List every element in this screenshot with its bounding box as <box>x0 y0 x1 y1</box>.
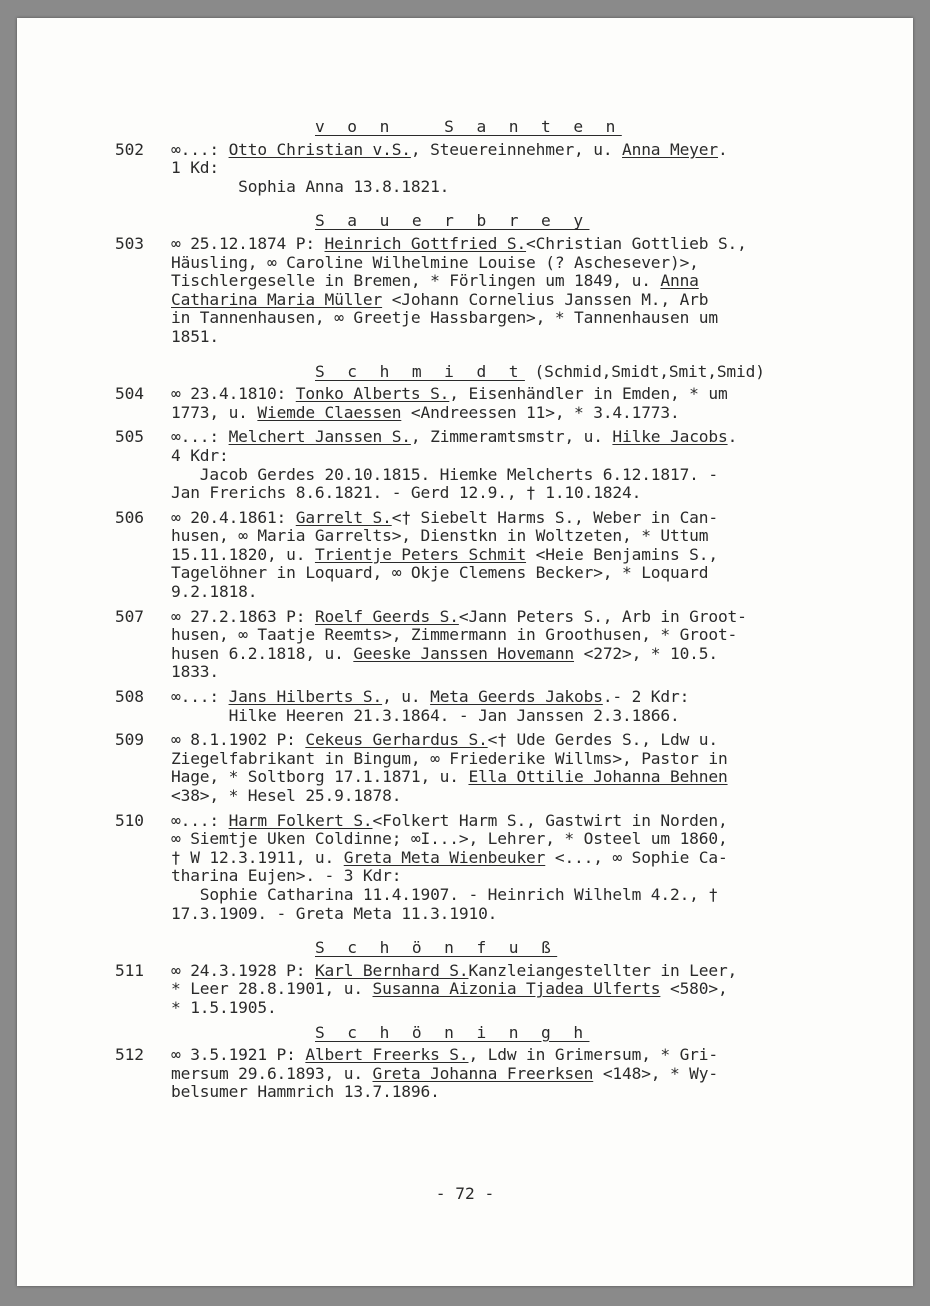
person-name: Karl Bernhard S. <box>314 960 469 980</box>
text-span: <272>, * 10.5. <box>574 643 718 663</box>
text-span: Kanzleiangestellter in Leer, <box>468 960 738 980</box>
section-heading-sauerbrey <box>115 212 835 231</box>
entry-text <box>171 812 835 924</box>
entry-text <box>171 688 835 725</box>
text-span: .- 2 Kdr: <box>602 687 690 707</box>
entry-text <box>171 141 835 197</box>
text-line: Ziegelfabrikant in Bingum, ∞ Friederike Willms>, Pastor in <box>171 748 728 768</box>
person-name: Catharina Maria Müller <box>171 289 383 309</box>
heading-text: S c h m i d t <box>315 361 525 381</box>
person-name: Greta Johanna Freerksen <box>372 1063 594 1083</box>
entry-504 <box>115 385 835 422</box>
section-heading-schoeningh <box>115 1024 835 1043</box>
text-line: Jan Frerichs 8.6.1821. - Gerd 12.9., † 1.10.1824. <box>171 483 642 503</box>
text-line: * 1.5.1905. <box>171 997 277 1017</box>
entry-text <box>171 428 835 502</box>
heading-text: v o n S a n t e n <box>315 117 622 136</box>
entry-number: 507 <box>115 606 144 626</box>
entry-text <box>171 962 835 1018</box>
text-span: ∞ 24.3.1928 P: <box>171 960 315 980</box>
entry-509 <box>115 731 835 805</box>
text-span: Tischlergeselle in Bremen, * Förlingen um 1849, u. <box>171 271 661 291</box>
text-span: <† Siebelt Harms S., Weber in Can- <box>391 507 718 527</box>
person-name: Greta Meta Wienbeuker <box>343 847 546 867</box>
entry-510 <box>115 812 835 924</box>
text-span: , u. <box>382 687 431 707</box>
entry-number: 509 <box>115 730 144 750</box>
text-span: <Folkert Harm S., Gastwirt in Norden, <box>372 810 728 830</box>
text-line: tharina Eujen>. - 3 Kdr: <box>171 866 402 886</box>
entry-number: 511 <box>115 960 144 980</box>
text-span: <148>, * Wy- <box>593 1063 718 1083</box>
entry-number: 506 <box>115 507 144 527</box>
text-span: ∞ 23.4.1810: <box>171 384 296 404</box>
text-span: ∞...: <box>171 687 229 707</box>
section-heading-schmidt <box>115 363 835 382</box>
entry-number: 512 <box>115 1045 144 1065</box>
entry-number: 508 <box>115 687 144 707</box>
text-line: 1 Kd: <box>171 158 219 178</box>
text-span: , Steuereinnehmer, u. <box>410 139 623 159</box>
person-name: Anna Meyer <box>622 139 718 159</box>
entry-506 <box>115 509 835 602</box>
person-name: Roelf Geerds S. <box>314 606 459 626</box>
person-name: Tonko Alberts S. <box>295 384 450 404</box>
text-span: <Heie Benjamins S., <box>526 544 718 564</box>
text-line: belsumer Hammrich 13.7.1896. <box>171 1082 440 1102</box>
person-name: Susanna Aizonia Tjadea Ulferts <box>372 979 661 999</box>
text-line: husen, ∞ Taatje Reemts>, Zimmermann in Groothusen, * Groot- <box>171 625 738 645</box>
section-heading-schoenfuss <box>115 939 835 958</box>
heading-text: S c h ö n i n g h <box>315 1022 590 1042</box>
entry-number: 504 <box>115 384 144 404</box>
entry-505 <box>115 428 835 502</box>
text-span: , Ldw in Grimersum, * Gri- <box>468 1045 718 1065</box>
person-name: Anna <box>660 271 699 291</box>
text-span: † W 12.3.1911, u. <box>171 847 344 867</box>
text-span: ∞...: <box>171 139 229 159</box>
text-line: husen, ∞ Maria Garrelts>, Dienstkn in Woltzeten, * Uttum <box>171 526 709 546</box>
person-name: Geeske Janssen Hovemann <box>353 643 575 663</box>
text-line: 17.3.1909. - Greta Meta 11.3.1910. <box>171 903 498 923</box>
person-name: Jans Hilberts S. <box>228 687 383 707</box>
text-span: , Zimmeramtsmstr, u. <box>410 427 613 447</box>
text-line: 1851. <box>171 326 219 346</box>
text-span: <..., ∞ Sophie Ca- <box>545 847 728 867</box>
text-span: . <box>727 427 738 447</box>
entry-text <box>171 608 835 682</box>
heading-text: S a u e r b r e y <box>315 211 590 231</box>
person-name: Harm Folkert S. <box>228 810 373 830</box>
text-line: in Tannenhausen, ∞ Greetje Hassbargen>, * Tannenhausen um <box>171 308 718 328</box>
entry-text <box>171 509 835 602</box>
text-span: <Johann Cornelius Janssen M., Arb <box>382 289 709 309</box>
person-name: Albert Freerks S. <box>305 1045 469 1065</box>
text-span: . <box>717 139 728 159</box>
text-span: ∞...: <box>171 427 229 447</box>
text-line: 1833. <box>171 662 219 682</box>
entry-number: 510 <box>115 810 144 830</box>
text-span: ∞ 20.4.1861: <box>171 507 296 527</box>
text-line: Häusling, ∞ Caroline Wilhelmine Louise (? Aschesever)>, <box>171 252 699 272</box>
text-span: 1773, u. <box>171 402 258 422</box>
text-span: husen 6.2.1818, u. <box>171 643 354 663</box>
entry-507 <box>115 608 835 682</box>
entry-text <box>171 385 835 422</box>
text-line: 9.2.1818. <box>171 582 258 602</box>
text-line: 4 Kdr: <box>171 445 229 465</box>
entry-text <box>171 1046 835 1102</box>
entry-511 <box>115 962 835 1018</box>
entry-512 <box>115 1046 835 1102</box>
text-span: ∞ 25.12.1874 P: <box>171 233 325 253</box>
text-span: <580>, <box>660 979 728 999</box>
text-span: <† Ude Gerdes S., Ldw u. <box>487 730 718 750</box>
person-name: Wiemde Claessen <box>257 402 402 422</box>
entry-text <box>171 731 835 805</box>
person-name: Cekeus Gerhardus S. <box>305 730 488 750</box>
text-line: Sophia Anna 13.8.1821. <box>171 176 450 196</box>
document-body <box>115 118 835 1108</box>
text-line: <38>, * Hesel 25.9.1878. <box>171 786 402 805</box>
entry-text <box>171 235 835 347</box>
entry-number: 503 <box>115 233 144 253</box>
text-line: Hilke Heeren 21.3.1864. - Jan Janssen 2.3.1866. <box>171 705 680 725</box>
section-heading-von-santen <box>115 118 835 137</box>
entry-502 <box>115 141 835 197</box>
person-name: Otto Christian v.S. <box>228 139 411 159</box>
heading-text: S c h ö n f u ß <box>315 938 558 958</box>
person-name: Ella Ottilie Johanna Behnen <box>468 767 728 787</box>
text-span: Hage, * Soltborg 17.1.1871, u. <box>171 767 469 787</box>
heading-variants: (Schmid,Smidt,Smit,Smid) <box>524 361 765 381</box>
text-span: ∞ 3.5.1921 P: <box>171 1045 306 1065</box>
document-page <box>17 18 913 1286</box>
person-name: Meta Geerds Jakobs <box>430 687 603 707</box>
person-name: Garrelt S. <box>295 507 392 527</box>
text-span: <Andreessen 11>, * 3.4.1773. <box>401 402 680 422</box>
person-name: Trientje Peters Schmit <box>314 544 527 564</box>
person-name: Heinrich Gottfried S. <box>324 233 527 253</box>
text-line: Tagelöhner in Loquard, ∞ Okje Clemens Becker>, * Loquard <box>171 563 709 583</box>
text-span: ∞ 27.2.1863 P: <box>171 606 315 626</box>
person-name: Hilke Jacobs <box>612 427 728 447</box>
text-span: , Eisenhändler in Emden, * um <box>449 384 728 404</box>
text-span: * Leer 28.8.1901, u. <box>171 979 373 999</box>
text-span: ∞ 8.1.1902 P: <box>171 730 306 750</box>
page-number: - 72 - <box>435 1184 495 1203</box>
entry-number: 505 <box>115 427 144 447</box>
person-name: Melchert Janssen S. <box>228 427 411 447</box>
entry-508 <box>115 688 835 725</box>
text-span: ∞...: <box>171 810 229 830</box>
text-span: mersum 29.6.1893, u. <box>171 1063 373 1083</box>
text-line: Jacob Gerdes 20.10.1815. Hiemke Melcherts 6.12.1817. - <box>171 464 718 484</box>
entry-503 <box>115 235 835 347</box>
text-span: 15.11.1820, u. <box>171 544 315 564</box>
entry-number: 502 <box>115 139 144 159</box>
text-line: Sophie Catharina 11.4.1907. - Heinrich Wilhelm 4.2., † <box>171 884 718 904</box>
text-span: <Christian Gottlieb S., <box>526 233 747 253</box>
text-span: <Jann Peters S., Arb in Groot- <box>458 606 747 626</box>
text-line: ∞ Siemtje Uken Coldinne; ∞I...>, Lehrer, * Osteel um 1860, <box>171 829 728 849</box>
